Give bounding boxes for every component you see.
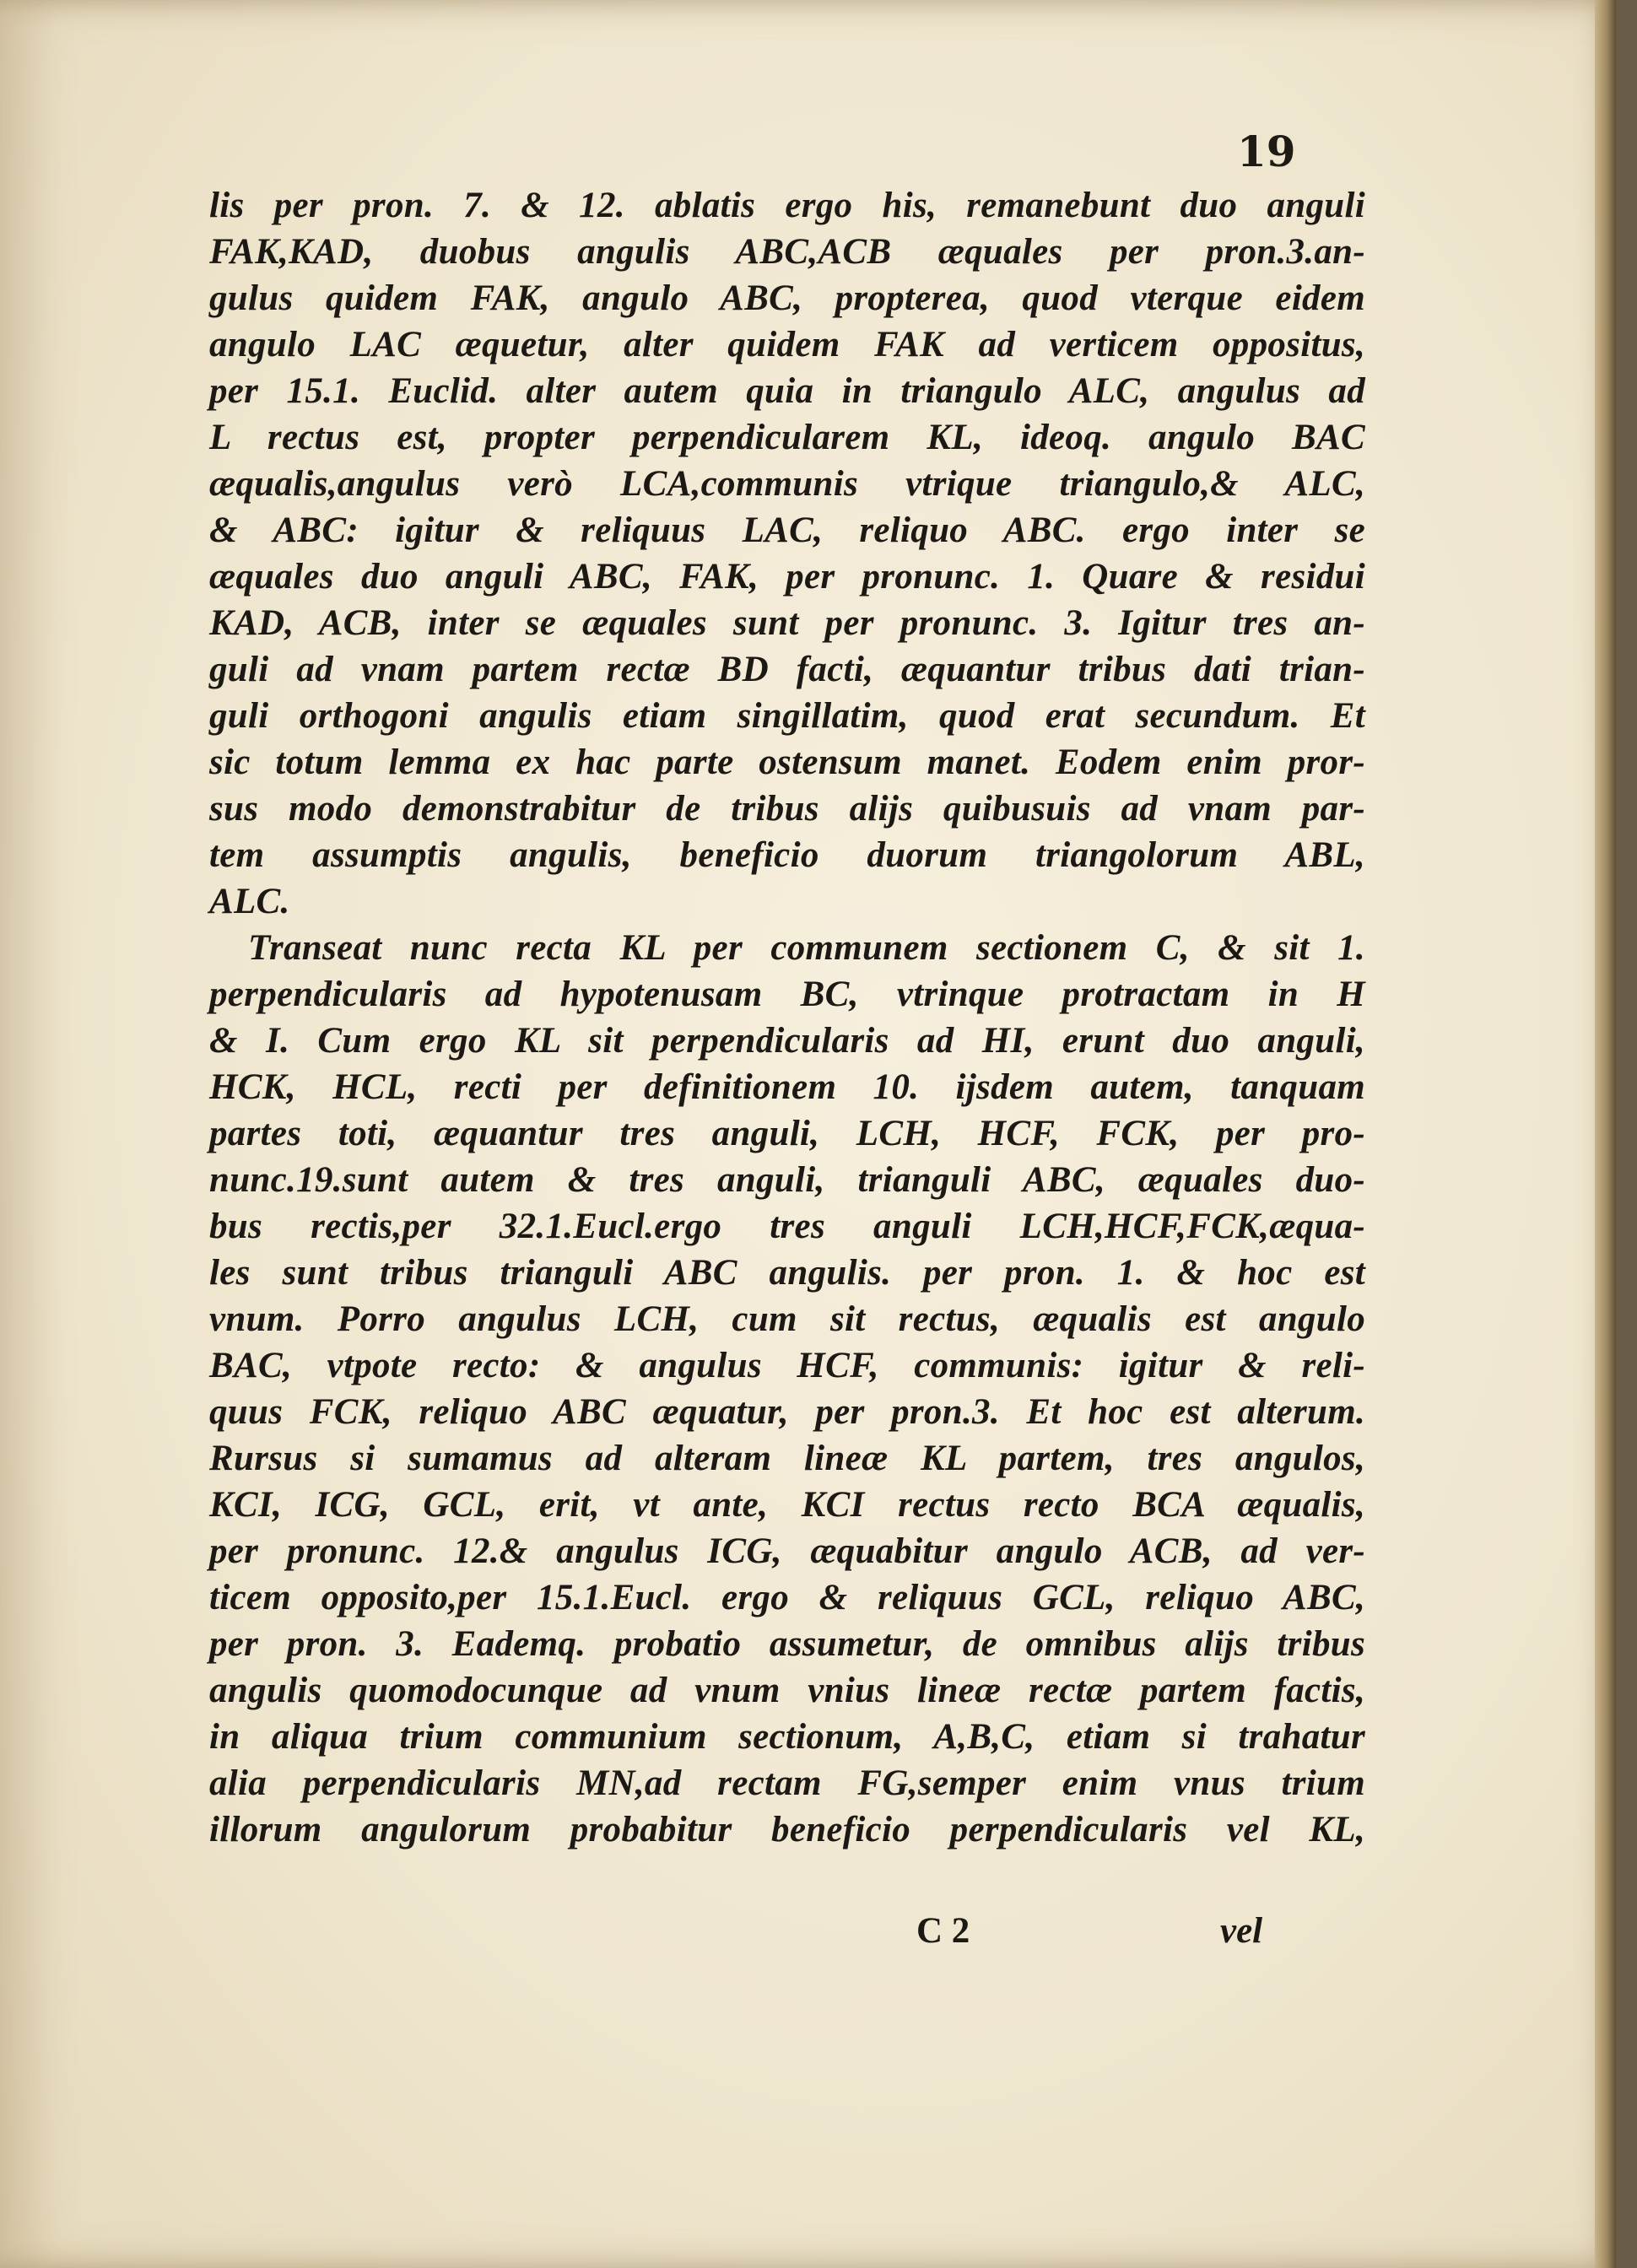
text-line: in aliqua trium communium sectionum, A,B,C, etiam si trahatur [209,1717,1365,1757]
text-line: nunc.19.sunt autem & tres anguli, trianguli ABC, æquales duo- [209,1160,1365,1200]
text-line: & ABC: igitur & reliquus LAC, reliquo ABC. ergo inter se [209,510,1365,550]
text-line: æqualis,angulus verò LCA,communis vtrique triangulo,& ALC, [209,464,1365,504]
text-line: Transeat nunc recta KL per communem sectionem C, & sit 1. [248,928,1365,968]
text-line: angulis quomodocunque ad vnum vnius lineæ rectæ partem factis, [209,1671,1365,1710]
text-line: partes toti, æquantur tres anguli, LCH, HCF, FCK, per pro- [209,1114,1365,1153]
text-line: per pron. 3. Eademq. probatio assumetur, de omnibus alijs tribus [209,1624,1365,1664]
text-line: ticem opposito,per 15.1.Eucl. ergo & reliquus GCL, reliquo ABC, [209,1578,1365,1617]
catchword: vel [1220,1911,1263,1951]
page-number: 19 [1237,127,1296,176]
text-line: æquales duo anguli ABC, FAK, per pronunc. 1. Quare & residui [209,557,1365,597]
text-line: lis per pron. 7. & 12. ablatis ergo his, remanebunt duo anguli [209,186,1365,225]
text-line: HCK, HCL, recti per definitionem 10. ijsdem autem, tanquam [209,1067,1365,1107]
text-line: illorum angulorum probabitur beneficio perpendicularis vel KL, [209,1810,1365,1850]
footer-line [209,1910,1365,1957]
text-line: vnum. Porro angulus LCH, cum sit rectus, æqualis est angulo [209,1299,1365,1339]
text-line: guli orthogoni angulis etiam singillatim, quod erat secundum. Et [209,696,1365,736]
text-line: tem assumptis angulis, beneficio duorum triangolorum ABL, [209,835,1365,875]
text-block [209,182,1365,1853]
text-line: L rectus est, propter perpendicularem KL, ideoq. angulo BAC [209,418,1365,457]
text-line: angulo LAC æquetur, alter quidem FAK ad verticem oppositus, [209,325,1365,364]
text-line: ALC. [209,882,290,921]
text-line: sus modo demonstrabitur de tribus alijs quibusuis ad vnam par- [209,789,1365,829]
signature-mark: C 2 [916,1911,970,1951]
text-line: Rursus si sumamus ad alteram lineæ KL partem, tres angulos, [209,1439,1365,1478]
text-line: & I. Cum ergo KL sit perpendicularis ad HI, erunt duo anguli, [209,1021,1365,1061]
text-line: les sunt tribus trianguli ABC angulis. per pron. 1. & hoc est [209,1253,1365,1293]
text-line: per 15.1. Euclid. alter autem quia in triangulo ALC, angulus ad [209,371,1365,411]
text-line: KCI, ICG, GCL, erit, vt ante, KCI rectus recto BCA æqualis, [209,1485,1365,1525]
text-line: BAC, vtpote recto: & angulus HCF, communis: igitur & reli- [209,1346,1365,1385]
page-edge [1595,0,1616,2268]
text-line: per pronunc. 12.& angulus ICG, æquabitur angulo ACB, ad ver- [209,1531,1365,1571]
text-line: guli ad vnam partem rectæ BD facti, æquantur tribus dati trian- [209,650,1365,689]
text-line: quus FCK, reliquo ABC æquatur, per pron.3. Et hoc est alterum. [209,1392,1365,1432]
text-line: bus rectis,per 32.1.Eucl.ergo tres anguli LCH,HCF,FCK,æqua- [209,1207,1365,1246]
text-line: sic totum lemma ex hac parte ostensum manet. Eodem enim pror- [209,742,1365,782]
text-line: gulus quidem FAK, angulo ABC, propterea, quod vterque eidem [209,278,1365,318]
text-line: FAK,KAD, duobus angulis ABC,ACB æquales per pron.3.an- [209,232,1365,272]
text-line: alia perpendicularis MN,ad rectam FG,semper enim vnus trium [209,1763,1365,1803]
text-line: perpendicularis ad hypotenusam BC, vtrinque protractam in H [209,975,1365,1014]
text-line: KAD, ACB, inter se æquales sunt per pronunc. 3. Igitur tres an- [209,603,1365,643]
